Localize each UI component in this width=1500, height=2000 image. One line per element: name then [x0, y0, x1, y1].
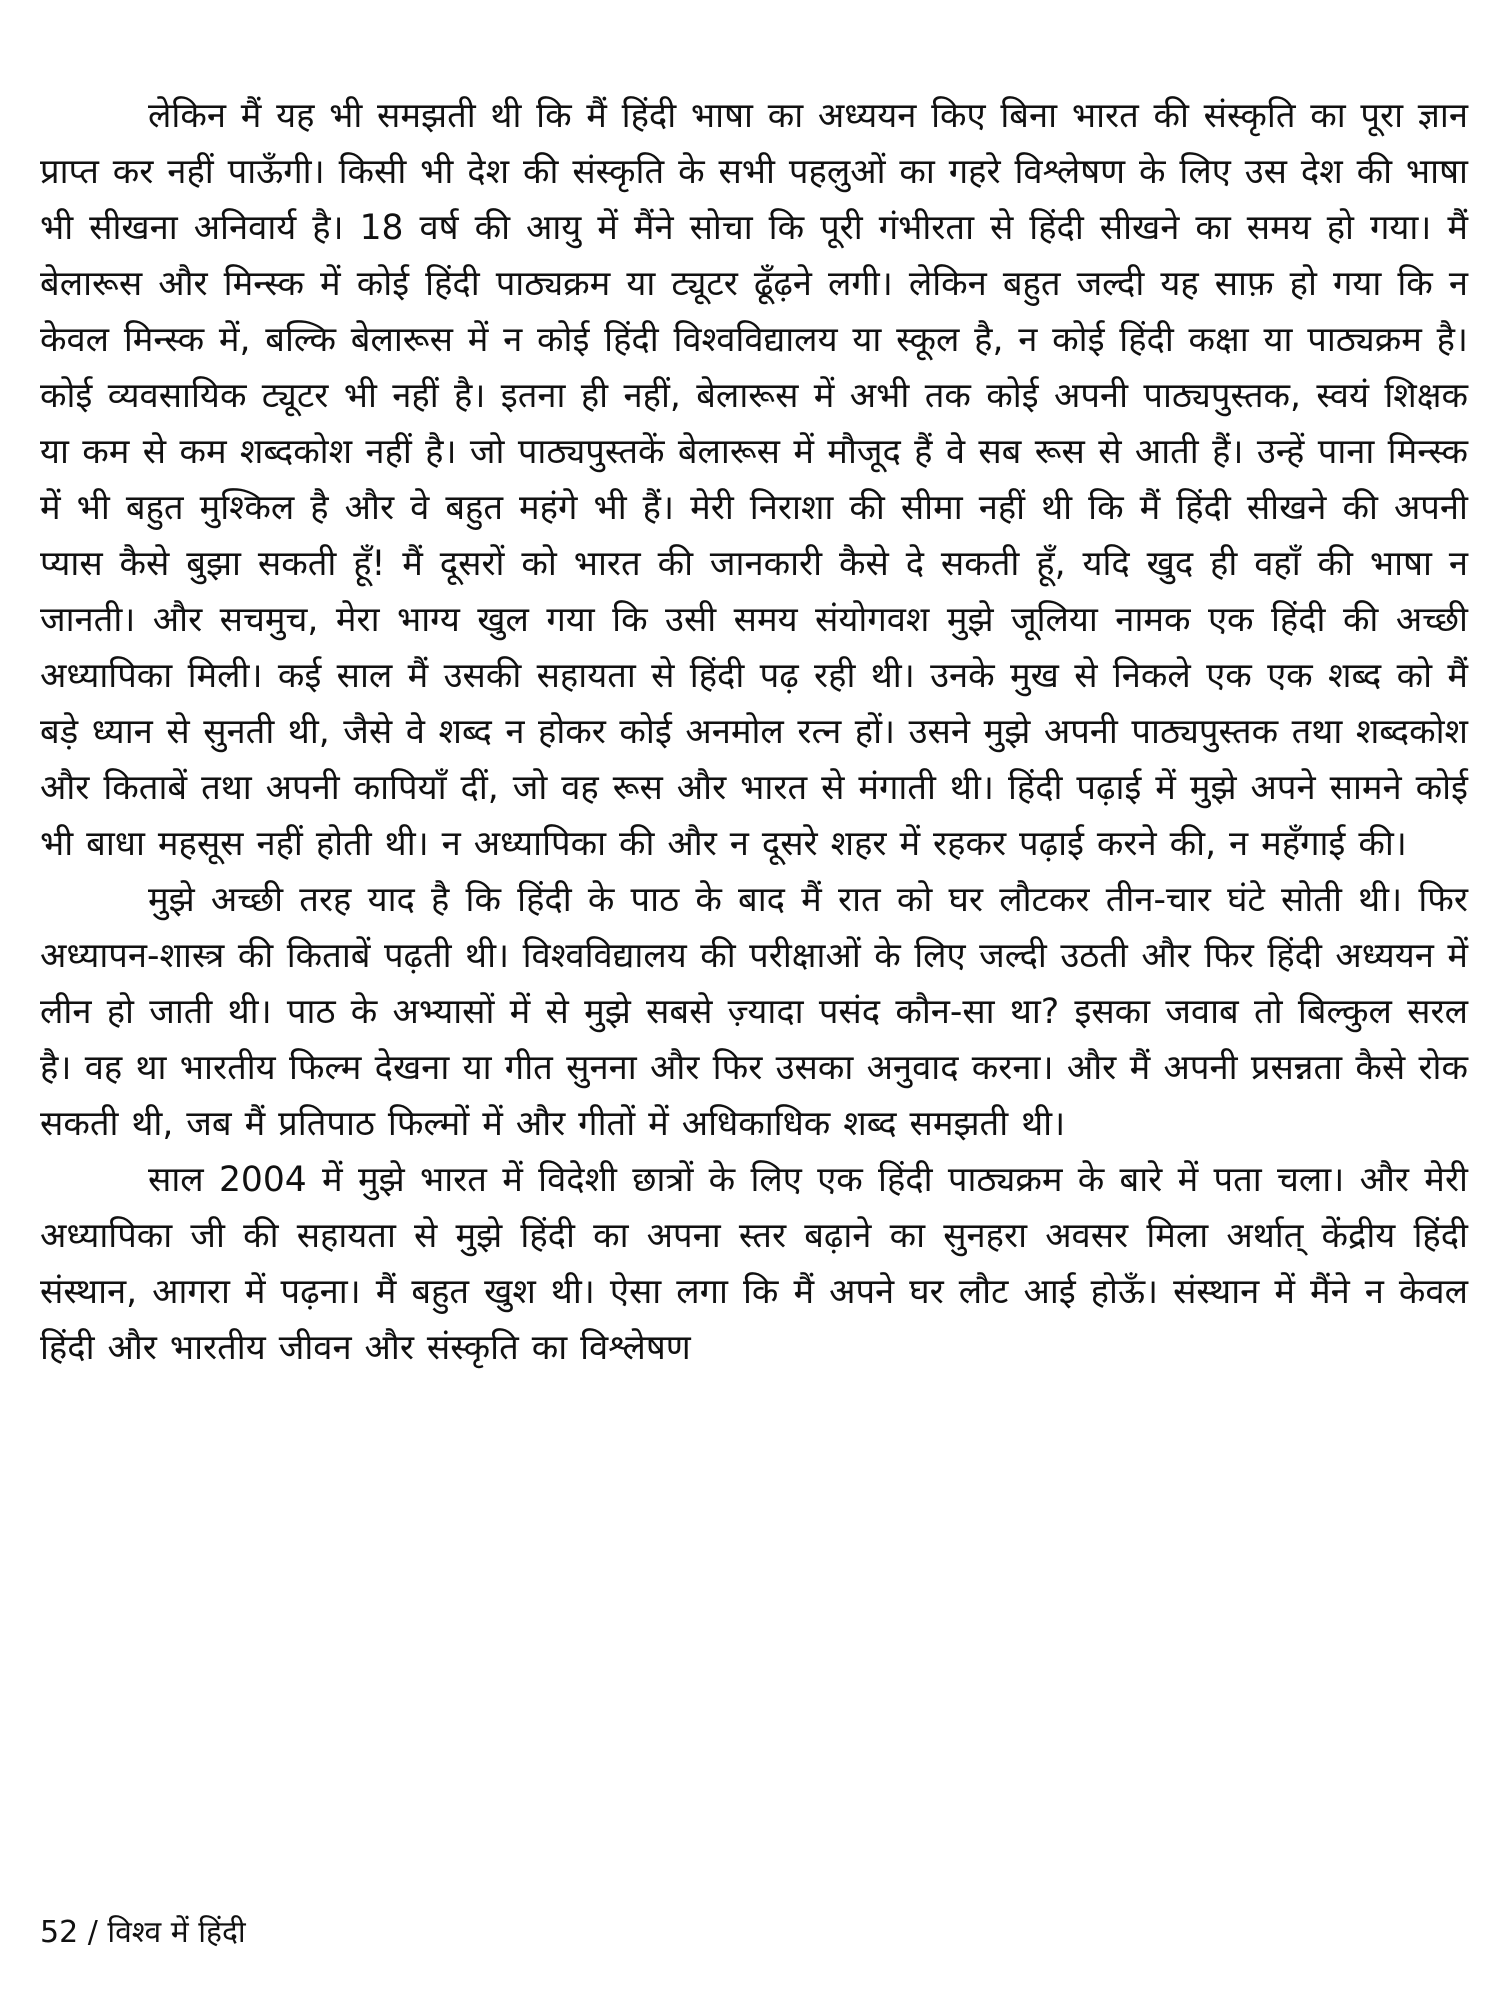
- page-footer: 52 / विश्व में हिंदी: [40, 1915, 246, 1950]
- page-body: [40, 88, 1468, 1376]
- paragraph-3: साल 2004 में मुझे भारत में विदेशी छात्रों के लिए एक हिंदी पाठ्यक्रम के बारे में पता चला। और मेरी अध्यापिका जी की सहायता से मुझे हिंदी का अपना स्तर बढ़ाने का सुनहरा अवसर मिला अर्थात् केंद्रीय हिंदी संस्थान, आगरा में पढ़ना। मैं बहुत खुश थी। ऐसा लगा कि मैं अपने घर लौट आई होऊँ। संस्थान में मैंने न केवल हिंदी और भारतीय जीवन और संस्कृति का विश्लेषण: [40, 1160, 1468, 1368]
- paragraph-2: मुझे अच्छी तरह याद है कि हिंदी के पाठ के बाद मैं रात को घर लौटकर तीन-चार घंटे सोती थी। फिर अध्यापन-शास्त्र की किताबें पढ़ती थी। विश्वविद्यालय की परीक्षाओं के लिए जल्दी उठती और फिर हिंदी अध्ययन में लीन हो जाती थी। पाठ के अभ्यासों में से मुझे सबसे ज़्यादा पसंद कौन-सा था? इसका जवाब तो बिल्कुल सरल है। वह था भारतीय फिल्म देखना या गीत सुनना और फिर उसका अनुवाद करना। और मैं अपनी प्रसन्नता कैसे रोक सकती थी, जब मैं प्रतिपाठ फिल्मों में और गीतों में अधिकाधिक शब्द समझती थी।: [40, 880, 1468, 1144]
- paragraph-1: लेकिन मैं यह भी समझती थी कि मैं हिंदी भाषा का अध्ययन किए बिना भारत की संस्कृति का पूरा ज्ञान प्राप्त कर नहीं पाऊँगी। किसी भी देश की संस्कृति के सभी पहलुओं का गहरे विश्लेषण के लिए उस देश की भाषा भी सीखना अनिवार्य है। 18 वर्ष की आयु में मैंने सोचा कि पूरी गंभीरता से हिंदी सीखने का समय हो गया। मैं बेलारूस और मिन्स्क में कोई हिंदी पाठ्यक्रम या ट्यूटर ढूँढ़ने लगी। लेकिन बहुत जल्दी यह साफ़ हो गया कि न केवल मिन्स्क में, बल्कि बेलारूस में न कोई हिंदी विश्वविद्यालय या स्कूल है, न कोई हिंदी कक्षा या पाठ्यक्रम है। कोई व्यवसायिक ट्यूटर भी नहीं है। इतना ही नहीं, बेलारूस में अभी तक कोई अपनी पाठ्यपुस्तक, स्वयं शिक्षक या कम से कम शब्दकोश नहीं है। जो पाठ्यपुस्तकें बेलारूस में मौजूद हैं वे सब रूस से आती हैं। उन्हें पाना मिन्स्क में भी बहुत मुश्किल है और वे बहुत महंगे भी हैं। मेरी निराशा की सीमा नहीं थी कि मैं हिंदी सीखने की अपनी प्यास कैसे बुझा सकती हूँ! मैं दूसरों को भारत की जानकारी कैसे दे सकती हूँ, यदि खुद ही वहाँ की भाषा न जानती। और सचमुच, मेरा भाग्य खुल गया कि उसी समय संयोगवश मुझे जूलिया नामक एक हिंदी की अच्छी अध्यापिका मिली। कई साल मैं उसकी सहायता से हिंदी पढ़ रही थी। उनके मुख से निकले एक एक शब्द को मैं बड़े ध्यान से सुनती थी, जैसे वे शब्द न होकर कोई अनमोल रत्न हों। उसने मुझे अपनी पाठ्यपुस्तक तथा शब्दकोश और किताबें तथा अपनी कापियाँ दीं, जो वह रूस और भारत से मंगाती थी। हिंदी पढ़ाई में मुझे अपने सामने कोई भी बाधा महसूस नहीं होती थी। न अध्यापिका की और न दूसरे शहर में रहकर पढ़ाई करने की, न महँगाई की।: [40, 96, 1468, 864]
